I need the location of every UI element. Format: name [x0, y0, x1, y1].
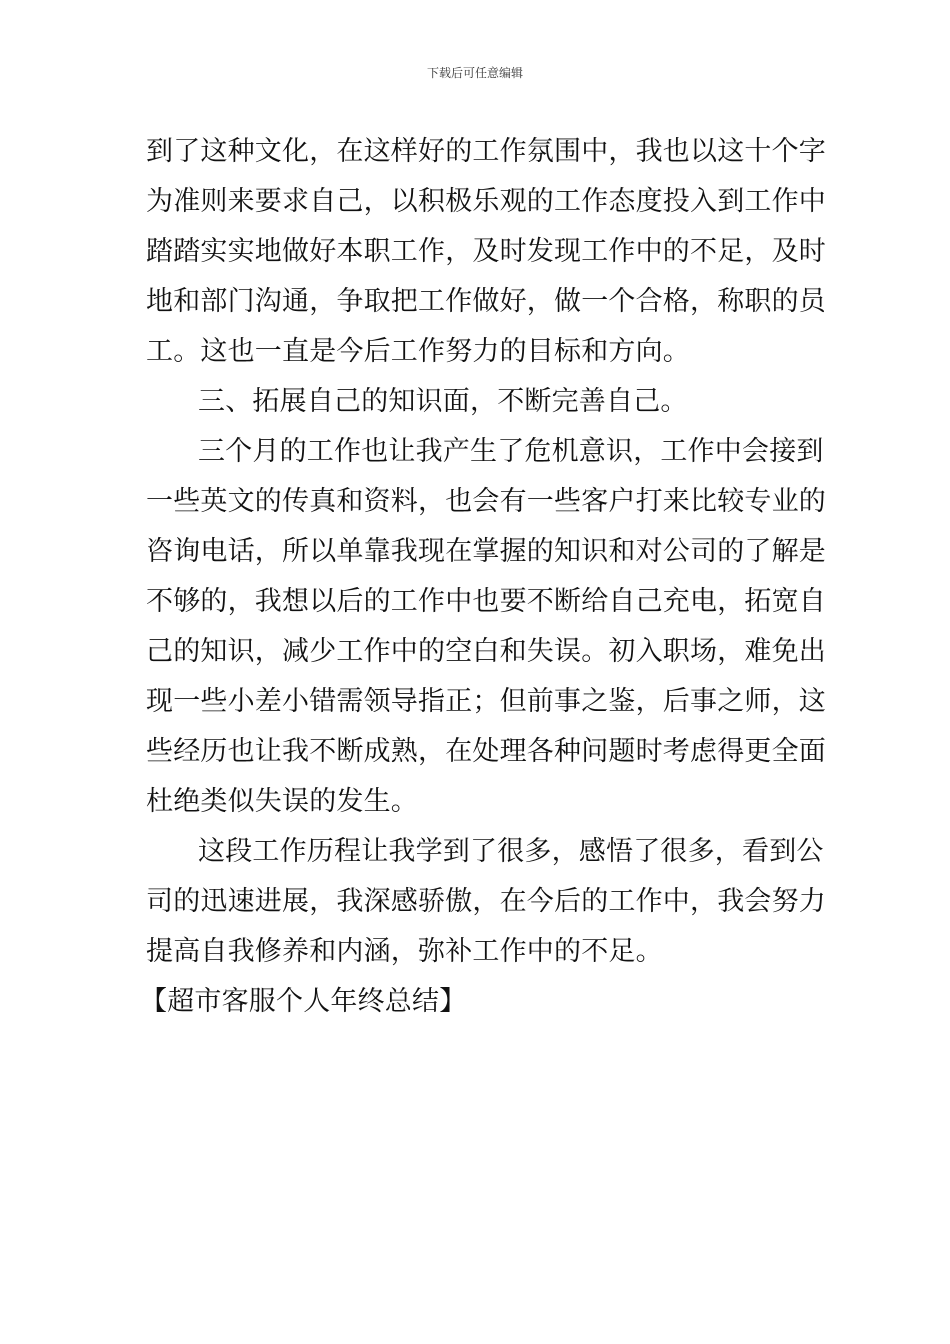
- text-line: 己的知识，减少工作中的空白和失误。初入职场，难免出: [146, 636, 826, 667]
- text-line: 为准则来要求自己，以积极乐观的工作态度投入到工作中: [146, 186, 826, 217]
- text-line: 这段工作历程让我学到了很多，感悟了很多，看到公: [198, 836, 824, 867]
- text-line: 到了这种文化，在这样好的工作氛围中，我也以这十个字: [146, 136, 826, 167]
- text-line: 一些英文的传真和资料，也会有一些客户打来比较专业的: [146, 486, 826, 517]
- text-line: 些经历也让我不断成熟，在处理各种问题时考虑得更全面: [146, 736, 826, 767]
- text-line: 三个月的工作也让我产生了危机意识，工作中会接到: [198, 436, 824, 467]
- text-line: 地和部门沟通，争取把工作做好，做一个合格，称职的员: [146, 286, 826, 317]
- document-title: 【超市客服个人年终总结】: [140, 986, 467, 1017]
- document-body: [140, 127, 826, 1027]
- text-line: 提高自我修养和内涵，弥补工作中的不足。: [146, 936, 663, 967]
- page-header-note: 下载后可任意编辑: [426, 66, 523, 80]
- text-line: 杜绝类似失误的发生。: [146, 786, 418, 817]
- text-line: 不够的，我想以后的工作中也要不断给自己充电，拓宽自: [146, 586, 826, 617]
- text-line: 工。这也一直是今后工作努力的目标和方向。: [146, 336, 690, 367]
- text-line: 咨询电话，所以单靠我现在掌握的知识和对公司的了解是: [146, 536, 826, 567]
- text-line: 司的迅速进展，我深感骄傲，在今后的工作中，我会努力: [146, 886, 826, 917]
- text-line: 踏踏实实地做好本职工作，及时发现工作中的不足，及时: [146, 236, 826, 267]
- text-line: 现一些小差小错需领导指正；但前事之鉴，后事之师，这: [146, 686, 826, 717]
- section-heading: 三、拓展自己的知识面，不断完善自己。: [198, 386, 688, 417]
